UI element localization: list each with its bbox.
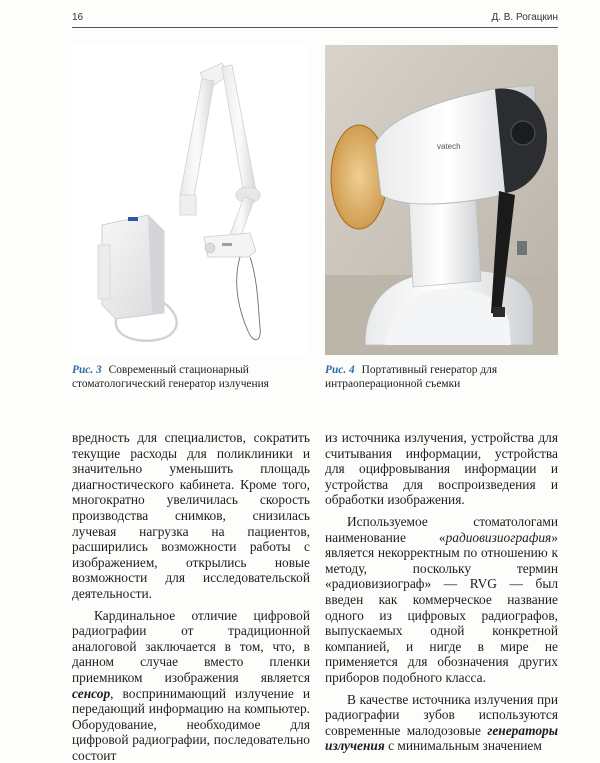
left-paragraph-2-end: , воспринимающий излучение и передающий информацию на компьютер. Оборудование, необходимое для цифровой радиографии, последовательно состоит [72, 685, 310, 763]
figure-4-caption-text: Портативный генератор для интраоперационной съемки [325, 364, 498, 390]
right-paragraph-2-start: Используемое стоматологами наименование « [325, 513, 558, 545]
right-paragraph-1: из источника излучения, устройства для считывания информации, устройства для оцифровывания информации и устройства для воспроизведения и обработки изображения. [325, 430, 558, 508]
left-text-column [72, 430, 310, 763]
term-radiovisiography: радиовизиография [445, 529, 552, 545]
figure-4-image [325, 45, 558, 355]
left-paragraph-2-start: Кардинальное отличие цифровой радиографии от традиционной аналоговой заключается в том, что, в данном случае вместо пленки приемником изображения является [72, 607, 310, 685]
figure-4-caption [325, 364, 558, 391]
term-generators: генераторы излучения [325, 722, 558, 754]
right-paragraph-3 [325, 692, 558, 754]
left-paragraph-2 [72, 608, 310, 763]
left-paragraph-1: вредность для специалистов, сократить текущие расходы для поликлиники и значительно уменьшить площадь диагностического кабинета. Кроме того, многократно увеличилась скорость производства снимков, снизилась лучевая нагрузка на пациентов, расширились возможности работы с изображением, открылись новые возможности для исследовательской деятельности. [72, 430, 310, 601]
running-author: Д. В. Рогацкин [491, 12, 558, 23]
header-rule [72, 27, 558, 28]
term-sensor: сенсор [72, 685, 111, 701]
figure-3-caption-text: Современный стационарный стоматологический генератор излучения [72, 364, 269, 390]
figure-3-image [72, 45, 310, 355]
wall-mounted-xray-generator-illustration [72, 45, 310, 355]
right-paragraph-3-end: с минимальным значением [384, 738, 542, 754]
figure-3-label: Рис. 3 [72, 364, 102, 376]
page-number: 16 [72, 12, 84, 23]
right-paragraph-2 [325, 514, 558, 686]
device-brand-label: vatech [437, 142, 461, 151]
figure-4-label: Рис. 4 [325, 364, 355, 376]
right-paragraph-2-end: » является некорректным по отношению к методу, поскольку термин «радиовизиограф» — RVG — был введен как коммерческое название одного из цифровых радиографов, выпускаемых одной конкретной компанией, и нигде в мире не применяется для обозначения других приборов подобного класса. [325, 529, 558, 685]
right-text-column [325, 430, 558, 754]
right-paragraph-3-start: В качестве источника излучения при радиографии зубов используются современные малодозовые [325, 691, 558, 738]
portable-xray-generator-illustration [325, 45, 558, 355]
figure-3-caption [72, 364, 312, 391]
